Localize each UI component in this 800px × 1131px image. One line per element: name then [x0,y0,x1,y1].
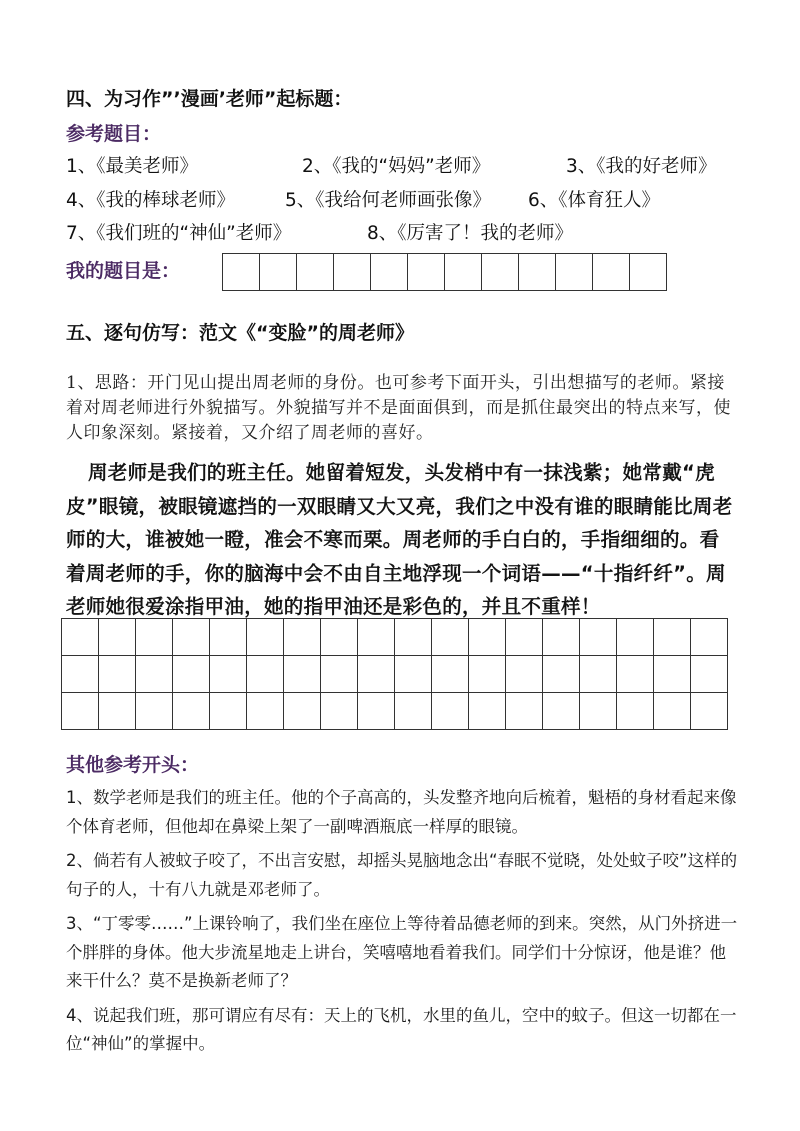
grid-cell[interactable] [543,619,580,656]
grid-cell[interactable] [654,656,691,693]
other-openings-list [66,784,738,1059]
grid-cell[interactable] [247,693,284,730]
answer-cell[interactable] [223,254,260,291]
grid-cell[interactable] [284,693,321,730]
answer-cell[interactable] [371,254,408,291]
grid-cell[interactable] [99,656,136,693]
reference-title-1: 1、《最美老师》 [66,156,199,177]
grid-cell[interactable] [136,656,173,693]
grid-cell[interactable] [321,656,358,693]
reference-title-8: 8、《厉害了！我的老师》 [367,223,574,244]
answer-cell[interactable] [334,254,371,291]
grid-cell[interactable] [580,656,617,693]
grid-cell[interactable] [691,693,728,730]
grid-cell[interactable] [654,693,691,730]
section4-title: 四、为习作”’漫画’老师”起标题： [66,88,353,110]
model-essay-paragraph [66,456,736,624]
reference-title-4: 4、《我的棒球老师》 [66,190,236,211]
reference-title-5: 5、《我给何老师画张像》 [285,190,492,211]
my-title-label: 我的题目是： [66,260,181,282]
grid-cell[interactable] [506,693,543,730]
grid-cell[interactable] [506,619,543,656]
grid-cell[interactable] [136,693,173,730]
answer-cell[interactable] [482,254,519,291]
answer-cell[interactable] [593,254,630,291]
opening-item-2: 2、倘若有人被蚊子咬了，不出言安慰，却摇头晃脑地念出“春眠不觉晓，处处蚊子咬”这样的句子的人，十有八九就是邓老师了。 [66,851,738,899]
answer-cell[interactable] [408,254,445,291]
grid-cell[interactable] [247,656,284,693]
grid-cell[interactable] [358,619,395,656]
grid-cell[interactable] [210,693,247,730]
grid-cell[interactable] [62,693,99,730]
grid-cell[interactable] [691,619,728,656]
answer-cell[interactable] [519,254,556,291]
grid-cell[interactable] [506,656,543,693]
grid-cell[interactable] [617,619,654,656]
grid-cell[interactable] [543,656,580,693]
reference-titles-label: 参考题目： [66,123,162,145]
grid-cell[interactable] [469,619,506,656]
grid-cell[interactable] [469,656,506,693]
grid-cell[interactable] [617,656,654,693]
grid-cell[interactable] [210,656,247,693]
grid-cell[interactable] [99,693,136,730]
grid-cell[interactable] [580,619,617,656]
grid-cell[interactable] [99,619,136,656]
reference-title-3: 3、《我的好老师》 [566,156,717,177]
grid-cell[interactable] [136,619,173,656]
my-title-answer-grid[interactable] [222,253,667,291]
grid-cell[interactable] [173,693,210,730]
imitation-writing-grid[interactable] [61,618,728,730]
opening-item-1: 1、数学老师是我们的班主任。他的个子高高的，头发整齐地向后梳着，魁梧的身材看起来像个体育老师，但他却在鼻梁上架了一副啤酒瓶底一样厚的眼镜。 [66,788,737,836]
grid-cell[interactable] [395,693,432,730]
grid-cell[interactable] [654,619,691,656]
grid-cell[interactable] [284,619,321,656]
grid-cell[interactable] [173,619,210,656]
reference-title-2: 2、《我的“妈妈”老师》 [302,156,491,177]
grid-cell[interactable] [580,693,617,730]
section5-title: 五、逐句仿写：范文《“变脸”的周老师》 [66,322,414,344]
answer-cell[interactable] [260,254,297,291]
grid-cell[interactable] [432,656,469,693]
grid-cell[interactable] [395,656,432,693]
opening-item-4: 4、说起我们班，那可谓应有尽有：天上的飞机，水里的鱼儿，空中的蚊子。但这一切都在一位“神仙”的掌握中。 [66,1005,737,1053]
grid-cell[interactable] [321,619,358,656]
answer-cell[interactable] [630,254,667,291]
grid-cell[interactable] [358,656,395,693]
answer-cell[interactable] [445,254,482,291]
writing-idea-text: 1、思路：开门见山提出周老师的身份。也可参考下面开头，引出想描写的老师。紧接着对周老师进行外貌描写。外貌描写并不是面面俱到，而是抓住最突出的特点来写，使人印象深刻。紧接着，又介绍了周老师的喜好。 [66,373,731,443]
grid-cell[interactable] [543,693,580,730]
reference-title-7: 7、《我们班的“神仙”老师》 [66,223,292,244]
grid-cell[interactable] [321,693,358,730]
grid-cell[interactable] [247,619,284,656]
reference-title-6: 6、《体育狂人》 [528,190,661,211]
grid-cell[interactable] [617,693,654,730]
grid-cell[interactable] [62,619,99,656]
other-openings-title: 其他参考开头： [66,754,200,776]
writing-idea-paragraph [66,371,736,446]
answer-cell[interactable] [556,254,593,291]
grid-cell[interactable] [432,693,469,730]
grid-cell[interactable] [432,619,469,656]
grid-cell[interactable] [395,619,432,656]
grid-cell[interactable] [358,693,395,730]
model-essay-text: 周老师是我们的班主任。她留着短发，头发梢中有一抹浅紫；她常戴“虎皮”眼镜，被眼镜遮挡的一双眼睛又大又亮，我们之中没有谁的眼睛能比周老师的大，谁被她一瞪，准会不寒而栗。周老师的手白白的，手指细细的。看着周老师的手，你的脑海中会不由自主地浮现一个词语——“十指纤纤”。周老师她很爱涂指甲油，她的指甲油还是彩色的，并且不重样！ [66,461,733,618]
grid-cell[interactable] [469,693,506,730]
opening-item-3: 3、“丁零零……”上课铃响了，我们坐在座位上等待着品德老师的到来。突然，从门外挤进一个胖胖的身体。他大步流星地走上讲台，笑嘻嘻地看着我们。同学们十分惊讶，他是谁？他来干什么？莫不是换新老师了？ [66,914,738,990]
grid-cell[interactable] [173,656,210,693]
answer-cell[interactable] [297,254,334,291]
grid-cell[interactable] [62,656,99,693]
grid-cell[interactable] [210,619,247,656]
grid-cell[interactable] [284,656,321,693]
grid-cell[interactable] [691,656,728,693]
